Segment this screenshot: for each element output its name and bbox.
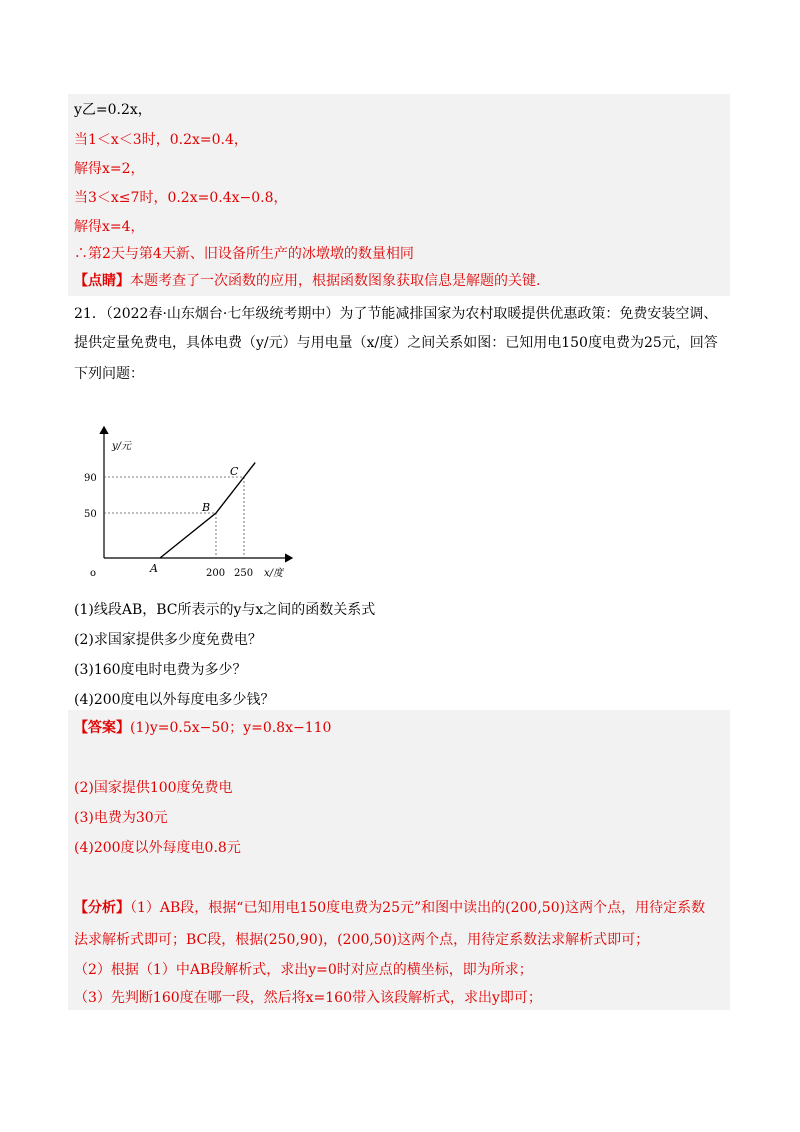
- question-line-3: 下列问题：: [74, 366, 144, 382]
- analysis-line-1: [74, 898, 705, 918]
- question-line-2: 提供定量免费电，具体电费（y/元）与用电量（x/度）之间关系如图：已知用电150度电费为25元，回答: [74, 335, 718, 351]
- y-tick-label: 90: [84, 473, 97, 484]
- y-tick-label: 50: [84, 509, 97, 520]
- x-tick-label: 250: [234, 568, 254, 579]
- sub-question-2: (2)求国家提供多少度免费电？: [74, 632, 262, 648]
- analysis-line-2: 法求解析式即可；BC段，根据(250,90)，(200,50)这两个点，用待定系数法求解析式即可；: [74, 932, 650, 948]
- solution-line-4: 当3＜x≤7时，0.2x=0.4x−0.8，: [74, 190, 288, 206]
- sub-question-1: (1)线段AB，BC所表示的y与x之间的函数关系式: [74, 602, 376, 618]
- answer-4: (4)200度以外每度电0.8元: [74, 840, 241, 856]
- analysis-text-1: （1）AB段，根据“已知用电150度电费为25元”和图中读出的(200,50)这两个点，用待定系数: [130, 900, 706, 916]
- comment-line: [74, 271, 540, 291]
- electricity-fee-chart: [84, 396, 324, 596]
- answer-1: (1)y=0.5x−50；y=0.8x−110: [130, 720, 332, 736]
- solution-line-1: y乙=0.2x，: [74, 102, 152, 118]
- comment-text: 本题考查了一次函数的应用，根据函数图象获取信息是解题的关键.: [130, 273, 541, 289]
- question-line-1: 21．（2022春·山东烟台·七年级统考期中）为了节能减排国家为农村取暖提供优惠政策：免费安装空调、: [74, 306, 718, 322]
- answer-2: (2)国家提供100度免费电: [74, 780, 233, 796]
- answer-tag: 【答案】: [74, 720, 130, 736]
- x-axis-label: x/度: [264, 568, 284, 579]
- origin-label: o: [90, 568, 97, 579]
- answer-3: (3)电费为30元: [74, 810, 168, 826]
- x-tick-label: 200: [206, 568, 226, 579]
- analysis-line-4: （3）先判断160度在哪一段，然后将x=160带入该段解析式，求出y即可；: [74, 990, 542, 1006]
- sub-question-3: (3)160度电时电费为多少？: [74, 662, 247, 678]
- solution-line-5: 解得x=4，: [74, 219, 145, 235]
- point-label-B: B: [202, 501, 211, 514]
- solution-line-6: ∴第2天与第4天新、旧设备所生产的冰墩墩的数量相同: [74, 246, 414, 262]
- point-label-C: C: [230, 465, 239, 478]
- point-label-A: A: [150, 562, 158, 575]
- analysis-line-3: （2）根据（1）中AB段解析式，求出y=0时对应点的横坐标，即为所求；: [74, 962, 533, 978]
- sub-question-4: (4)200度电以外每度电多少钱？: [74, 692, 275, 708]
- solution-line-2: 当1＜x＜3时，0.2x=0.4，: [74, 132, 248, 148]
- analysis-tag: 【分析】: [74, 900, 130, 916]
- solution-line-3: 解得x=2，: [74, 161, 145, 177]
- y-axis-label: y/元: [112, 441, 132, 452]
- answer-line-1: [74, 718, 331, 738]
- comment-tag: 【点睛】: [74, 273, 130, 289]
